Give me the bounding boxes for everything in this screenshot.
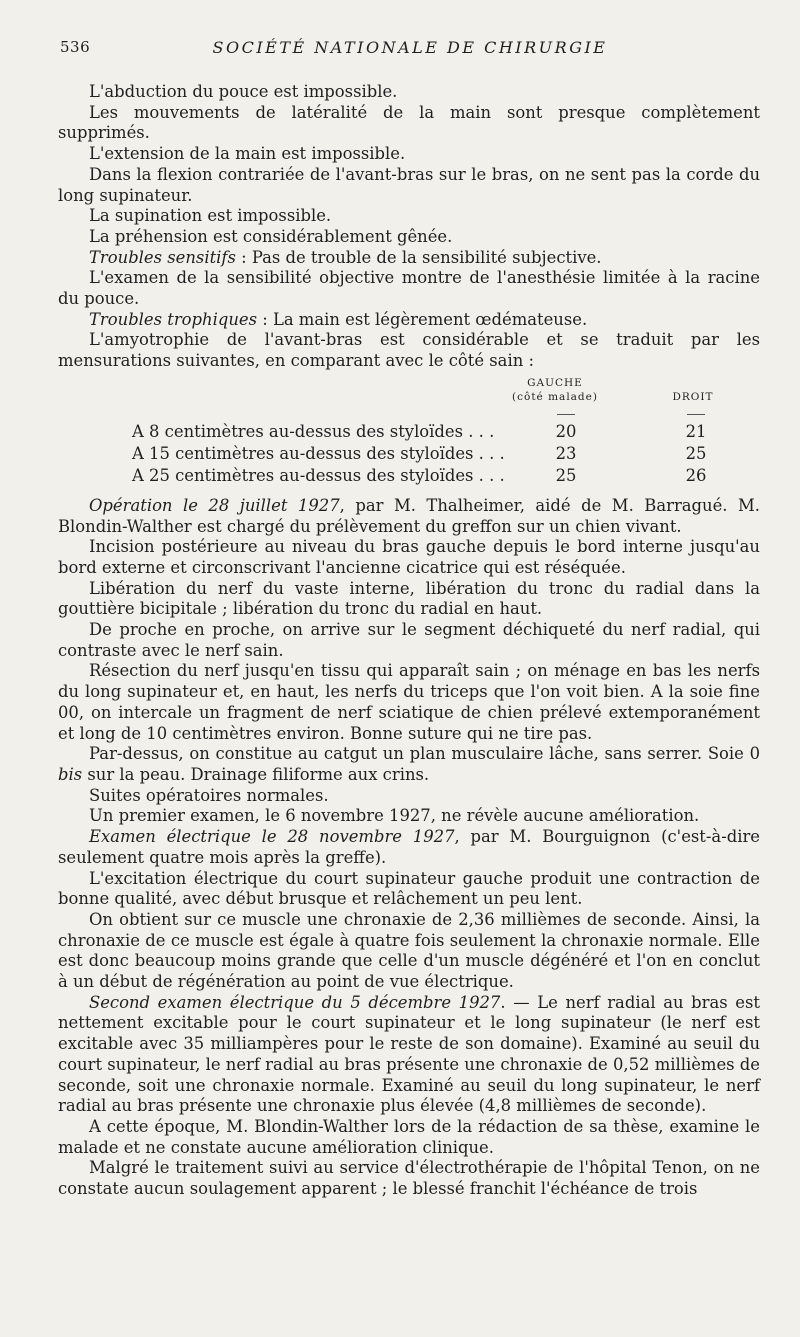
column-header-left-line2: (côté malade) bbox=[512, 390, 598, 403]
paragraph: Incision postérieure au niveau du bras gauche depuis le bord interne jusqu'au bord externe et circonscrivant l'ancienne cicatrice qui est réséquée. bbox=[58, 537, 760, 577]
paragraph: L'excitation électrique du court supinateur gauche produit une contraction de bonne qualité, avec début brusque et relâchement un peu lent. bbox=[58, 868, 760, 909]
section-label: Examen électrique le 28 novembre 1927 bbox=[89, 827, 455, 847]
paragraph-text: , par M. Bourguignon (c'est-à-dire seulement quatre mois après la greffe). bbox=[58, 827, 761, 867]
section-label: Troubles trophiques bbox=[89, 309, 257, 329]
running-title: SOCIÉTÉ NATIONALE DE CHIRURGIE bbox=[212, 38, 608, 57]
paragraph: Dans la flexion contrariée de l'avant-bras sur le bras, on ne sent pas la corde du long supinateur. bbox=[58, 164, 760, 205]
paragraph: Résection du nerf jusqu'en tissu qui apparaît sain ; on ménage en bas les nerfs du long supinateur et, en haut, les nerfs du triceps que l'on voit bien. A la soie fine 00, on intercale un fragment de nerf sciatique de chien prélevé extemporanément et long de 10 centimètres environ. Bonne suture qui ne tire pas. bbox=[58, 661, 760, 743]
page-header bbox=[60, 38, 760, 62]
column-dash bbox=[557, 414, 575, 415]
row-label: A 15 centimètres au-dessus des styloïdes . . . bbox=[132, 443, 505, 463]
measurement-table bbox=[58, 376, 760, 488]
page-number: 536 bbox=[60, 38, 91, 56]
paragraph: De proche en proche, on arrive sur le segment déchiqueté du nerf radial, qui contraste avec le nerf sain. bbox=[58, 620, 760, 660]
paragraph-second-examen bbox=[58, 993, 760, 1117]
value-right: 25 bbox=[685, 443, 707, 463]
paragraph-troubles-sensitifs bbox=[58, 248, 760, 269]
paragraph: On obtient sur ce muscle une chronaxie de 2,36 millièmes de seconde. Ainsi, la chronaxie de ce muscle est égale à quatre fois seulement la chronaxie normale. Elle est donc beaucoup moins grande que celle d'un muscle dégénéré et l'on en conclut à un début de régénération au point de vue électrique. bbox=[58, 909, 760, 992]
paragraph-par-dessus bbox=[58, 744, 760, 785]
section-label: Opération le 28 juillet 1927 bbox=[89, 495, 340, 515]
table-row bbox=[58, 466, 760, 488]
paragraph: La préhension est considérablement gênée. bbox=[89, 226, 453, 246]
paragraph-text: . — Le nerf radial au bras est nettement excitable pour le court supinateur et le long supinateur (le nerf est excitable avec 35 milliampères pour le reste de son domaine). Examiné au seuil du court supinateur, le nerf radial au bras présente une chronaxie de 0,52 millièmes de seconde, soit une chronaxie normale. Examiné au seuil du long supinateur, le nerf radial au bras présente une chronaxie plus élevée (4,8 millièmes de seconde). bbox=[58, 992, 760, 1116]
paragraph: La supination est impossible. bbox=[89, 206, 332, 226]
column-header-right: DROIT bbox=[672, 390, 714, 403]
column-dash bbox=[687, 414, 705, 415]
value-left: 25 bbox=[555, 465, 577, 485]
table-row bbox=[58, 444, 760, 466]
table-header bbox=[58, 376, 760, 406]
paragraph: L'amyotrophie de l'avant-bras est considérable et se traduit par les mensurations suivantes, en comparant avec le côté sain : bbox=[58, 330, 760, 371]
paragraph: L'abduction du pouce est impossible. bbox=[89, 82, 398, 101]
value-left: 20 bbox=[555, 421, 577, 441]
paragraph: Malgré le traitement suivi au service d'électrothérapie de l'hôpital Tenon, on ne constate aucun soulagement apparent ; le blessé franchit l'échéance de trois bbox=[58, 1158, 760, 1199]
table-rule bbox=[58, 406, 760, 422]
paragraph-text: : Pas de trouble de la sensibilité subjective. bbox=[235, 247, 602, 267]
paragraph-text: sur la peau. Drainage filiforme aux crins. bbox=[82, 764, 430, 784]
table-row bbox=[58, 422, 760, 444]
paragraph-text: : La main est légèrement œdémateuse. bbox=[257, 309, 588, 329]
row-label: A 25 centimètres au-dessus des styloïdes . . . bbox=[132, 465, 505, 485]
italic-term: bis bbox=[58, 764, 83, 784]
value-right: 26 bbox=[685, 465, 707, 485]
article-body bbox=[58, 82, 760, 1200]
value-right: 21 bbox=[685, 421, 707, 441]
paragraph: L'examen de la sensibilité objective montre de l'anesthésie limitée à la racine du pouce. bbox=[58, 268, 760, 309]
column-header-left bbox=[480, 376, 630, 404]
paragraph: Un premier examen, le 6 novembre 1927, ne révèle aucune amélioration. bbox=[89, 806, 700, 826]
paragraph: A cette époque, M. Blondin-Walther lors de la rédaction de sa thèse, examine le malade et ne constate aucune amélioration clinique. bbox=[58, 1116, 760, 1157]
paragraph-text: , par M. Thalheimer, aidé de M. Barragué. M. Blondin-Walther est chargé du prélèvement du greffon sur un chien vivant. bbox=[58, 495, 760, 536]
row-label: A 8 centimètres au-dessus des styloïdes . . . bbox=[132, 421, 495, 441]
value-left: 23 bbox=[555, 443, 577, 463]
paragraph: Suites opératoires normales. bbox=[89, 785, 329, 805]
paragraph-operation bbox=[58, 496, 760, 537]
paragraph-troubles-trophiques bbox=[58, 310, 760, 331]
section-label: Second examen électrique du 5 décembre 1927 bbox=[89, 992, 501, 1012]
paragraph: Libération du nerf du vaste interne, libération du tronc du radial dans la gouttière bicipitale ; libération du tronc du radial en haut. bbox=[58, 578, 760, 619]
paragraph: L'extension de la main est impossible. bbox=[89, 144, 406, 164]
paragraph: Les mouvements de latéralité de la main sont presque complètement supprimés. bbox=[58, 102, 760, 143]
paragraph-text: Par-dessus, on constitue au catgut un plan musculaire lâche, sans serrer. Soie 0 bbox=[89, 744, 760, 764]
section-label: Troubles sensitifs bbox=[89, 247, 236, 267]
paragraph-examen-electrique bbox=[58, 827, 760, 868]
column-header-left-line1: GAUCHE bbox=[527, 376, 583, 389]
